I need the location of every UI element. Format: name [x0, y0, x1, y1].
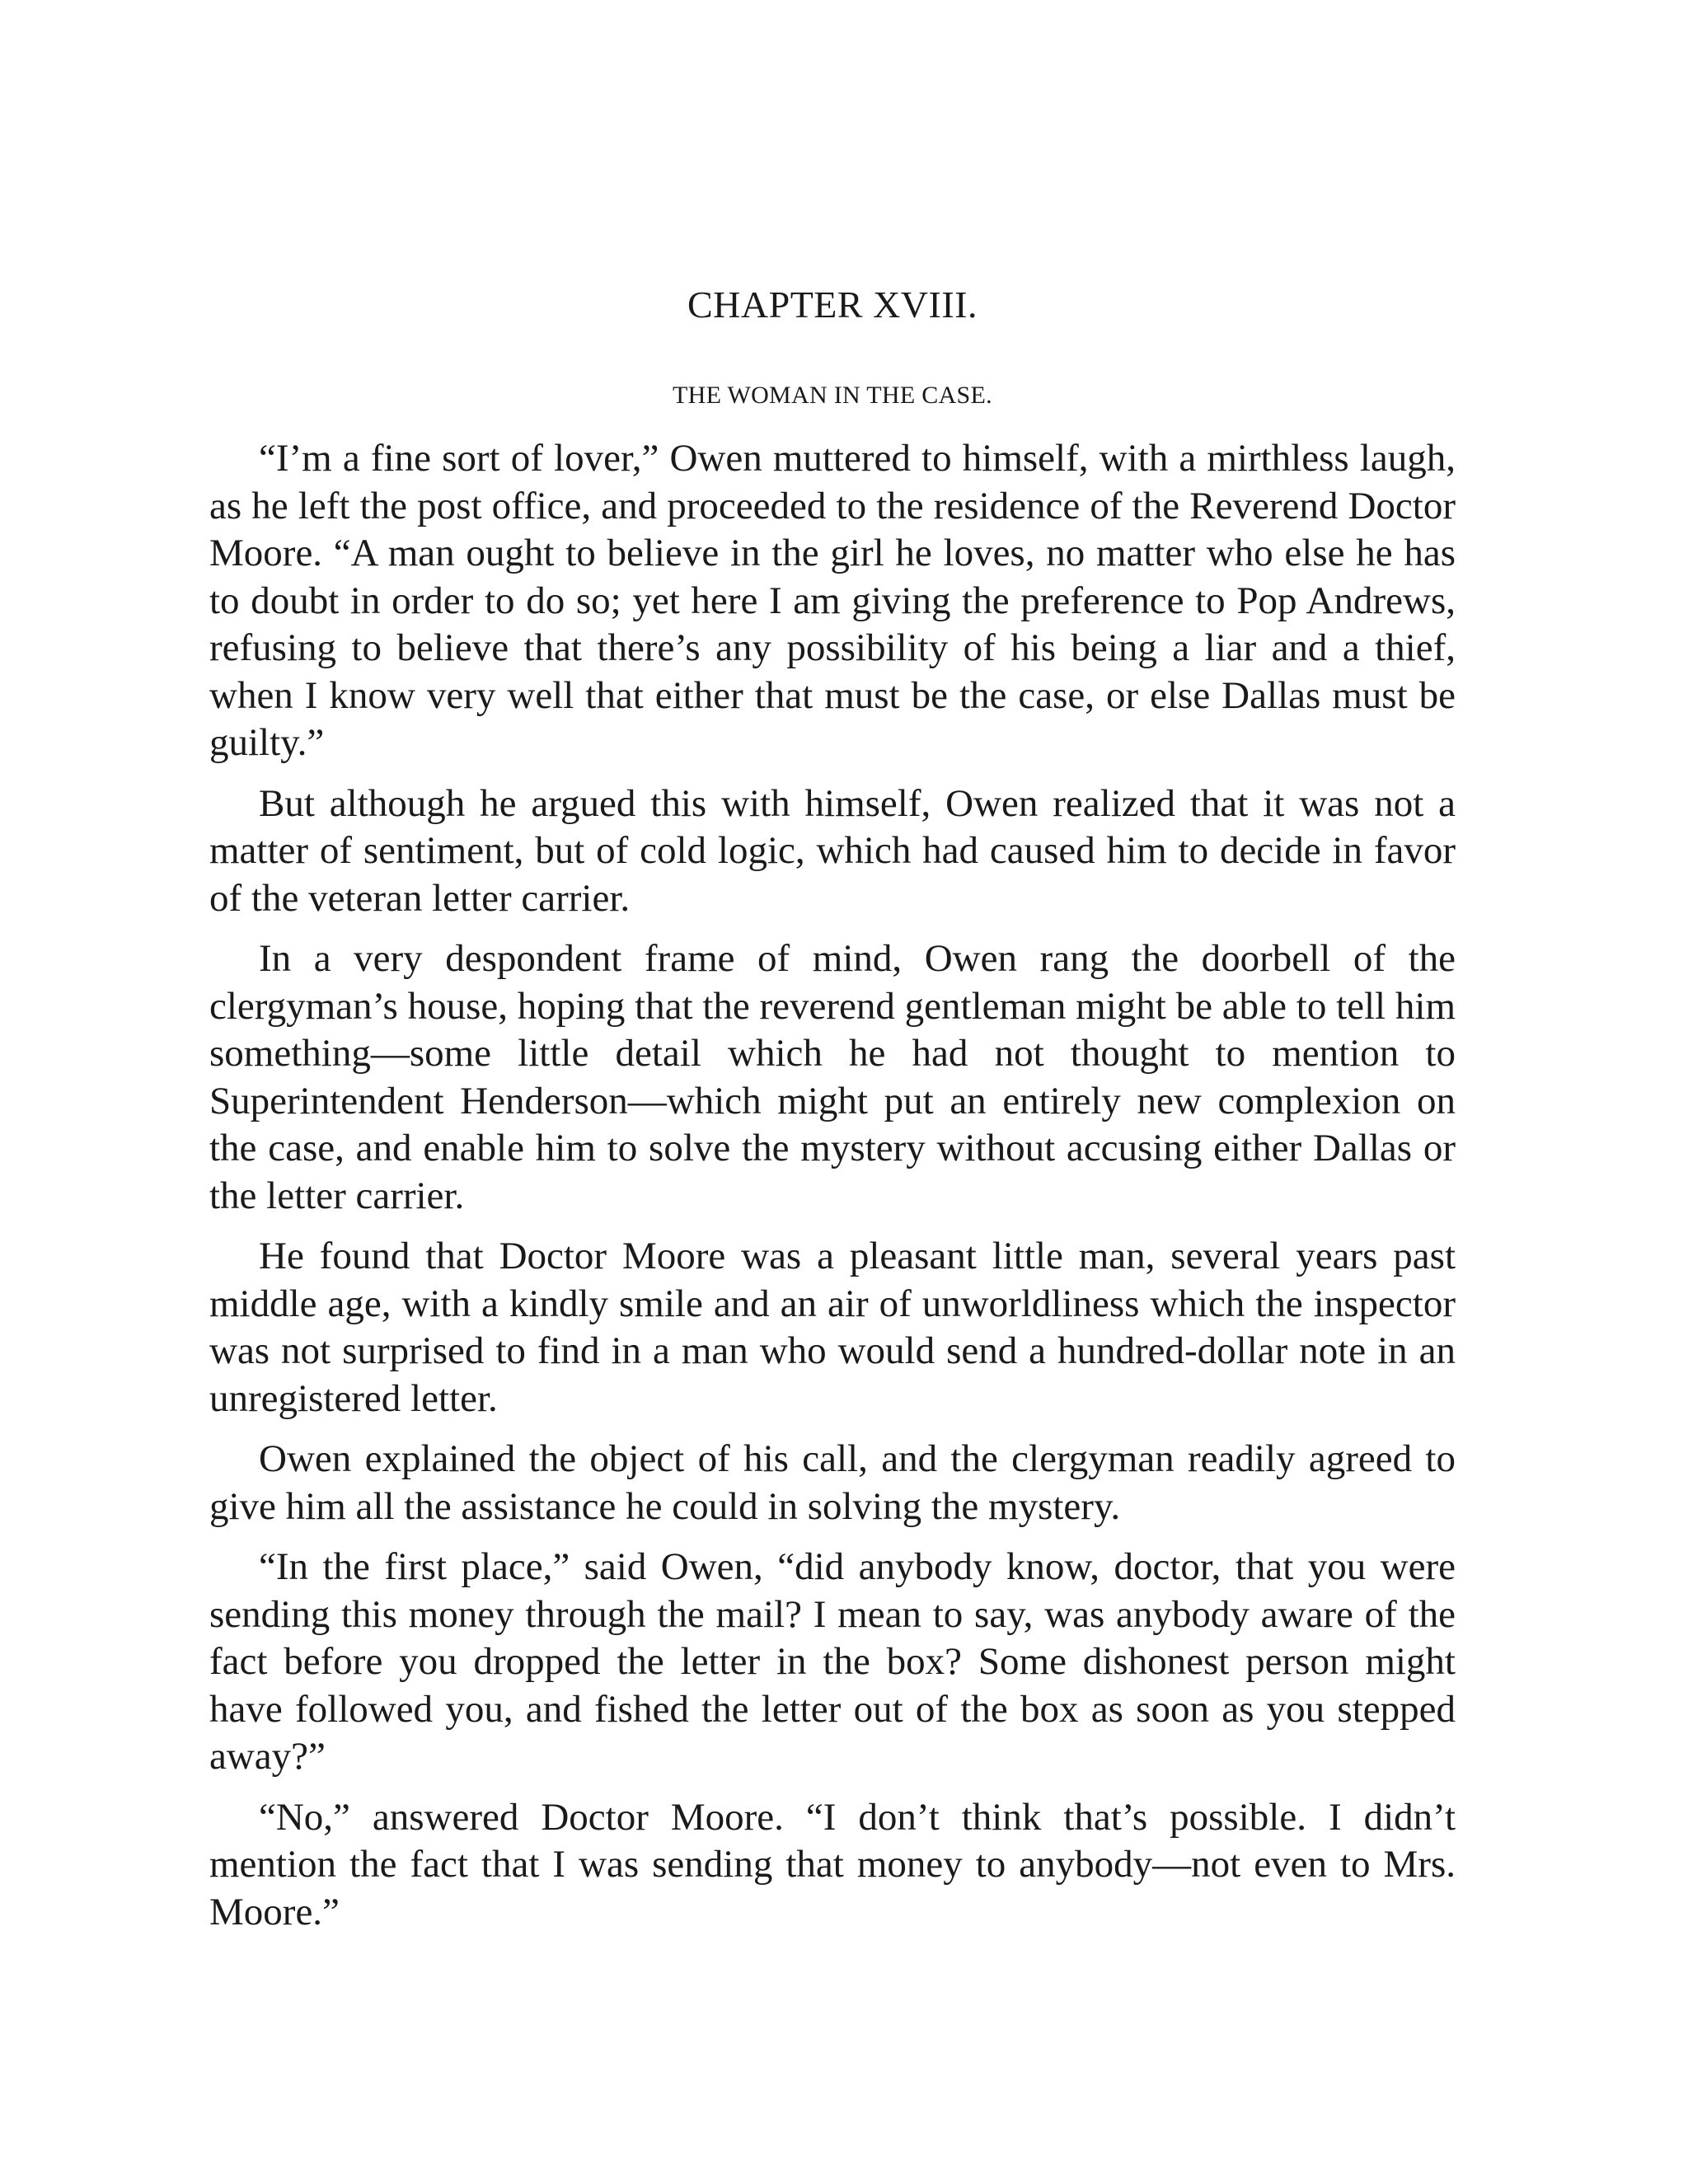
paragraph: In a very despondent frame of mind, Owen rang the doorbell of the clergyman’s house, hoping that the reverend gentleman might be able to tell him something—some little detail which he had not thought to mention to Superintendent Henderson—which might put an entirely new complexion on the case, and enable him to solve the mystery without accusing either Dallas or the letter carrier.	[209, 937, 1456, 1217]
paragraph: Owen explained the object of his call, and the clergyman readily agreed to give him all the assistance he could in solving the mystery.	[209, 1437, 1456, 1528]
paragraph: But although he argued this with himself, Owen realized that it was not a matter of sentiment, but of cold logic, which had caused him to decide in favor of the veteran letter carrier.	[209, 781, 1456, 920]
chapter-body	[209, 435, 1456, 1936]
chapter-subtitle: THE WOMAN IN THE CASE.	[673, 382, 992, 409]
book-page	[209, 280, 1456, 1949]
chapter-title: CHAPTER XVIII.	[687, 284, 978, 326]
paragraph: “No,” answered Doctor Moore. “I don’t think that’s possible. I didn’t mention the fact that I was sending that money to anybody—not even to Mrs. Moore.”	[209, 1795, 1456, 1933]
paragraph: “I’m a fine sort of lover,” Owen muttered to himself, with a mirthless laugh, as he left the post office, and proceeded to the residence of the Reverend Doctor Moore. “A man ought to believe in the girl he loves, no matter who else he has to doubt in order to do so; yet here I am giving the preference to Pop Andrews, refusing to believe that there’s any possibility of his being a liar and a thief, when I know very well that either that must be the case, or else Dallas must be guilty.”	[209, 437, 1456, 764]
paragraph: He found that Doctor Moore was a pleasant little man, several years past middle age, with a kindly smile and an air of unworldliness which the inspector was not surprised to find in a man who would send a hundred-dollar note in an unregistered letter.	[209, 1235, 1456, 1420]
paragraph: “In the first place,” said Owen, “did anybody know, doctor, that you were sending this money through the mail? I mean to say, was anybody aware of the fact before you dropped the letter in the box? Some dishonest person might have followed you, and fished the letter out of the box as soon as you stepped away?”	[209, 1545, 1456, 1778]
